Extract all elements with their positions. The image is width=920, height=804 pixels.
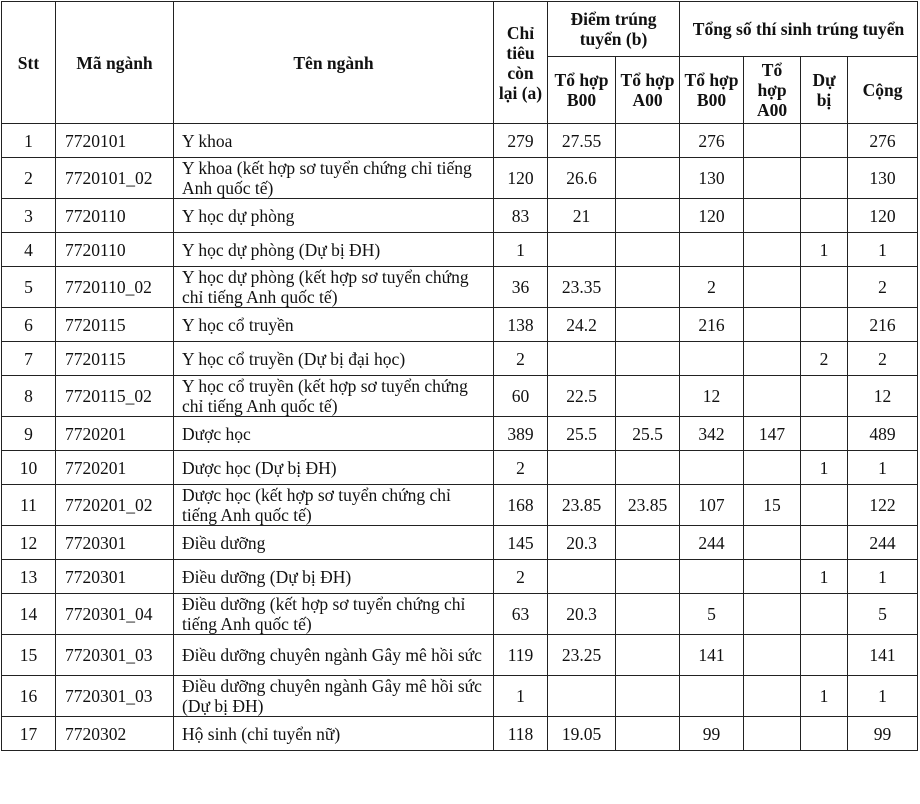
table-row (2, 451, 918, 485)
cell-total-a00: 147 (744, 417, 801, 451)
cell-name: Y học dự phòng (Dự bị ĐH) (174, 233, 494, 267)
cell-reserve (801, 199, 848, 233)
cell-stt: 3 (2, 199, 56, 233)
cell-code: 7720201_02 (56, 485, 174, 526)
cell-quota: 145 (494, 526, 548, 560)
cell-sum: 216 (848, 308, 918, 342)
header-reserve: Dự bị (801, 57, 848, 124)
cell-reserve: 1 (801, 676, 848, 717)
cell-quota: 63 (494, 594, 548, 635)
cell-reserve (801, 417, 848, 451)
cell-total-b00 (680, 451, 744, 485)
cell-total-a00 (744, 342, 801, 376)
cell-sum: 1 (848, 560, 918, 594)
cell-score-b00: 25.5 (548, 417, 616, 451)
cell-stt: 5 (2, 267, 56, 308)
cell-total-a00 (744, 308, 801, 342)
cell-total-a00 (744, 526, 801, 560)
table-row (2, 526, 918, 560)
header-quota: Chỉ tiêu còn lại (a) (494, 2, 548, 124)
header-score-a00: Tổ hợp A00 (616, 57, 680, 124)
cell-quota: 118 (494, 717, 548, 751)
cell-score-b00: 23.85 (548, 485, 616, 526)
cell-name: Y học dự phòng (kết hợp sơ tuyển chứng chỉ tiếng Anh quốc tế) (174, 267, 494, 308)
cell-name: Dược học (174, 417, 494, 451)
cell-reserve (801, 485, 848, 526)
cell-sum: 122 (848, 485, 918, 526)
cell-total-a00 (744, 199, 801, 233)
cell-reserve (801, 526, 848, 560)
table-row (2, 676, 918, 717)
cell-score-a00 (616, 124, 680, 158)
cell-score-a00 (616, 676, 680, 717)
header-score-b00: Tổ hợp B00 (548, 57, 616, 124)
cell-score-a00 (616, 526, 680, 560)
cell-quota: 119 (494, 635, 548, 676)
table-body (2, 124, 918, 751)
cell-code: 7720115 (56, 342, 174, 376)
cell-code: 7720301_03 (56, 635, 174, 676)
admission-results-table (1, 1, 918, 751)
table-row (2, 635, 918, 676)
table-row (2, 267, 918, 308)
cell-total-b00: 130 (680, 158, 744, 199)
cell-score-a00 (616, 376, 680, 417)
cell-quota: 389 (494, 417, 548, 451)
cell-total-b00 (680, 233, 744, 267)
cell-name: Dược học (kết hợp sơ tuyển chứng chỉ tiếng Anh quốc tế) (174, 485, 494, 526)
cell-total-b00: 216 (680, 308, 744, 342)
cell-score-a00 (616, 233, 680, 267)
cell-total-a00 (744, 594, 801, 635)
cell-total-a00 (744, 635, 801, 676)
cell-score-a00 (616, 342, 680, 376)
cell-score-a00 (616, 451, 680, 485)
header-stt: Stt (2, 2, 56, 124)
cell-sum: 99 (848, 717, 918, 751)
cell-total-a00 (744, 233, 801, 267)
cell-reserve (801, 376, 848, 417)
table-row (2, 485, 918, 526)
cell-score-b00 (548, 676, 616, 717)
cell-total-b00: 342 (680, 417, 744, 451)
cell-name: Hộ sinh (chỉ tuyển nữ) (174, 717, 494, 751)
cell-sum: 2 (848, 267, 918, 308)
cell-code: 7720201 (56, 417, 174, 451)
cell-total-b00: 99 (680, 717, 744, 751)
header-score-group: Điểm trúng tuyển (b) (548, 2, 680, 57)
cell-code: 7720110 (56, 233, 174, 267)
cell-stt: 15 (2, 635, 56, 676)
cell-code: 7720115_02 (56, 376, 174, 417)
cell-total-b00: 12 (680, 376, 744, 417)
cell-total-a00 (744, 267, 801, 308)
header-total-group: Tổng số thí sinh trúng tuyển (680, 2, 918, 57)
cell-total-b00 (680, 342, 744, 376)
cell-score-b00 (548, 342, 616, 376)
cell-score-a00 (616, 560, 680, 594)
header-total-a00: Tổ hợp A00 (744, 57, 801, 124)
cell-name: Điều dưỡng chuyên ngành Gây mê hồi sức (Dự bị ĐH) (174, 676, 494, 717)
cell-quota: 1 (494, 676, 548, 717)
table-row (2, 308, 918, 342)
cell-sum: 244 (848, 526, 918, 560)
cell-quota: 60 (494, 376, 548, 417)
cell-quota: 2 (494, 451, 548, 485)
cell-quota: 2 (494, 560, 548, 594)
cell-code: 7720301 (56, 526, 174, 560)
cell-total-a00: 15 (744, 485, 801, 526)
cell-quota: 36 (494, 267, 548, 308)
table-row (2, 233, 918, 267)
cell-sum: 1 (848, 451, 918, 485)
header-total-b00: Tổ hợp B00 (680, 57, 744, 124)
cell-reserve: 1 (801, 560, 848, 594)
cell-quota: 83 (494, 199, 548, 233)
cell-code: 7720301_04 (56, 594, 174, 635)
cell-code: 7720201 (56, 451, 174, 485)
cell-total-b00: 120 (680, 199, 744, 233)
cell-stt: 1 (2, 124, 56, 158)
cell-reserve: 1 (801, 451, 848, 485)
cell-total-a00 (744, 717, 801, 751)
cell-code: 7720302 (56, 717, 174, 751)
cell-quota: 120 (494, 158, 548, 199)
table-row (2, 124, 918, 158)
cell-reserve (801, 308, 848, 342)
cell-name: Y học cổ truyền (kết hợp sơ tuyển chứng chỉ tiếng Anh quốc tế) (174, 376, 494, 417)
cell-sum: 130 (848, 158, 918, 199)
cell-score-b00: 24.2 (548, 308, 616, 342)
cell-score-b00 (548, 560, 616, 594)
cell-score-b00: 26.6 (548, 158, 616, 199)
cell-score-b00: 20.3 (548, 526, 616, 560)
cell-reserve: 1 (801, 233, 848, 267)
table-row (2, 417, 918, 451)
cell-score-b00: 20.3 (548, 594, 616, 635)
cell-stt: 17 (2, 717, 56, 751)
header-name: Tên ngành (174, 2, 494, 124)
table-row (2, 342, 918, 376)
cell-score-a00 (616, 308, 680, 342)
cell-score-a00 (616, 717, 680, 751)
cell-sum: 120 (848, 199, 918, 233)
cell-total-b00: 141 (680, 635, 744, 676)
cell-score-a00: 23.85 (616, 485, 680, 526)
cell-score-b00: 23.25 (548, 635, 616, 676)
cell-sum: 1 (848, 676, 918, 717)
cell-name: Y khoa (kết hợp sơ tuyển chứng chỉ tiếng Anh quốc tế) (174, 158, 494, 199)
cell-reserve (801, 267, 848, 308)
cell-score-b00 (548, 451, 616, 485)
cell-stt: 2 (2, 158, 56, 199)
cell-stt: 14 (2, 594, 56, 635)
cell-stt: 9 (2, 417, 56, 451)
cell-stt: 10 (2, 451, 56, 485)
cell-score-a00 (616, 199, 680, 233)
cell-name: Dược học (Dự bị ĐH) (174, 451, 494, 485)
header-row-1 (2, 2, 918, 57)
cell-stt: 8 (2, 376, 56, 417)
cell-stt: 16 (2, 676, 56, 717)
cell-sum: 141 (848, 635, 918, 676)
header-code: Mã ngành (56, 2, 174, 124)
cell-sum: 5 (848, 594, 918, 635)
table-row (2, 376, 918, 417)
cell-total-a00 (744, 158, 801, 199)
table-row (2, 594, 918, 635)
cell-total-a00 (744, 376, 801, 417)
cell-score-b00: 23.35 (548, 267, 616, 308)
cell-stt: 13 (2, 560, 56, 594)
cell-total-b00 (680, 676, 744, 717)
cell-reserve (801, 717, 848, 751)
cell-name: Điều dưỡng (kết hợp sơ tuyển chứng chỉ tiếng Anh quốc tế) (174, 594, 494, 635)
cell-code: 7720110_02 (56, 267, 174, 308)
cell-code: 7720101 (56, 124, 174, 158)
cell-stt: 12 (2, 526, 56, 560)
cell-name: Y khoa (174, 124, 494, 158)
cell-sum: 1 (848, 233, 918, 267)
cell-total-b00: 5 (680, 594, 744, 635)
cell-quota: 138 (494, 308, 548, 342)
cell-quota: 2 (494, 342, 548, 376)
cell-total-b00: 107 (680, 485, 744, 526)
cell-score-b00: 27.55 (548, 124, 616, 158)
cell-code: 7720301 (56, 560, 174, 594)
cell-stt: 6 (2, 308, 56, 342)
cell-total-b00: 2 (680, 267, 744, 308)
cell-sum: 12 (848, 376, 918, 417)
cell-reserve (801, 594, 848, 635)
cell-total-b00: 244 (680, 526, 744, 560)
cell-code: 7720301_03 (56, 676, 174, 717)
cell-reserve: 2 (801, 342, 848, 376)
cell-name: Y học dự phòng (174, 199, 494, 233)
cell-stt: 4 (2, 233, 56, 267)
table-row (2, 158, 918, 199)
cell-score-b00 (548, 233, 616, 267)
cell-reserve (801, 158, 848, 199)
cell-score-a00 (616, 594, 680, 635)
table-row (2, 199, 918, 233)
header-sum: Cộng (848, 57, 918, 124)
cell-reserve (801, 124, 848, 158)
cell-quota: 168 (494, 485, 548, 526)
cell-total-a00 (744, 124, 801, 158)
cell-score-b00: 21 (548, 199, 616, 233)
cell-total-b00 (680, 560, 744, 594)
cell-score-a00 (616, 158, 680, 199)
cell-name: Điều dưỡng (Dự bị ĐH) (174, 560, 494, 594)
cell-stt: 7 (2, 342, 56, 376)
cell-score-a00 (616, 635, 680, 676)
cell-code: 7720115 (56, 308, 174, 342)
cell-stt: 11 (2, 485, 56, 526)
table-row (2, 560, 918, 594)
cell-total-a00 (744, 676, 801, 717)
cell-name: Y học cổ truyền (Dự bị đại học) (174, 342, 494, 376)
cell-sum: 489 (848, 417, 918, 451)
cell-total-a00 (744, 451, 801, 485)
cell-name: Điều dưỡng chuyên ngành Gây mê hồi sức (174, 635, 494, 676)
cell-score-a00 (616, 267, 680, 308)
cell-sum: 2 (848, 342, 918, 376)
table-row (2, 717, 918, 751)
cell-score-b00: 19.05 (548, 717, 616, 751)
cell-score-a00: 25.5 (616, 417, 680, 451)
cell-reserve (801, 635, 848, 676)
cell-total-a00 (744, 560, 801, 594)
cell-quota: 279 (494, 124, 548, 158)
cell-name: Y học cổ truyền (174, 308, 494, 342)
cell-code: 7720101_02 (56, 158, 174, 199)
cell-score-b00: 22.5 (548, 376, 616, 417)
cell-sum: 276 (848, 124, 918, 158)
cell-name: Điều dưỡng (174, 526, 494, 560)
cell-total-b00: 276 (680, 124, 744, 158)
cell-code: 7720110 (56, 199, 174, 233)
cell-quota: 1 (494, 233, 548, 267)
